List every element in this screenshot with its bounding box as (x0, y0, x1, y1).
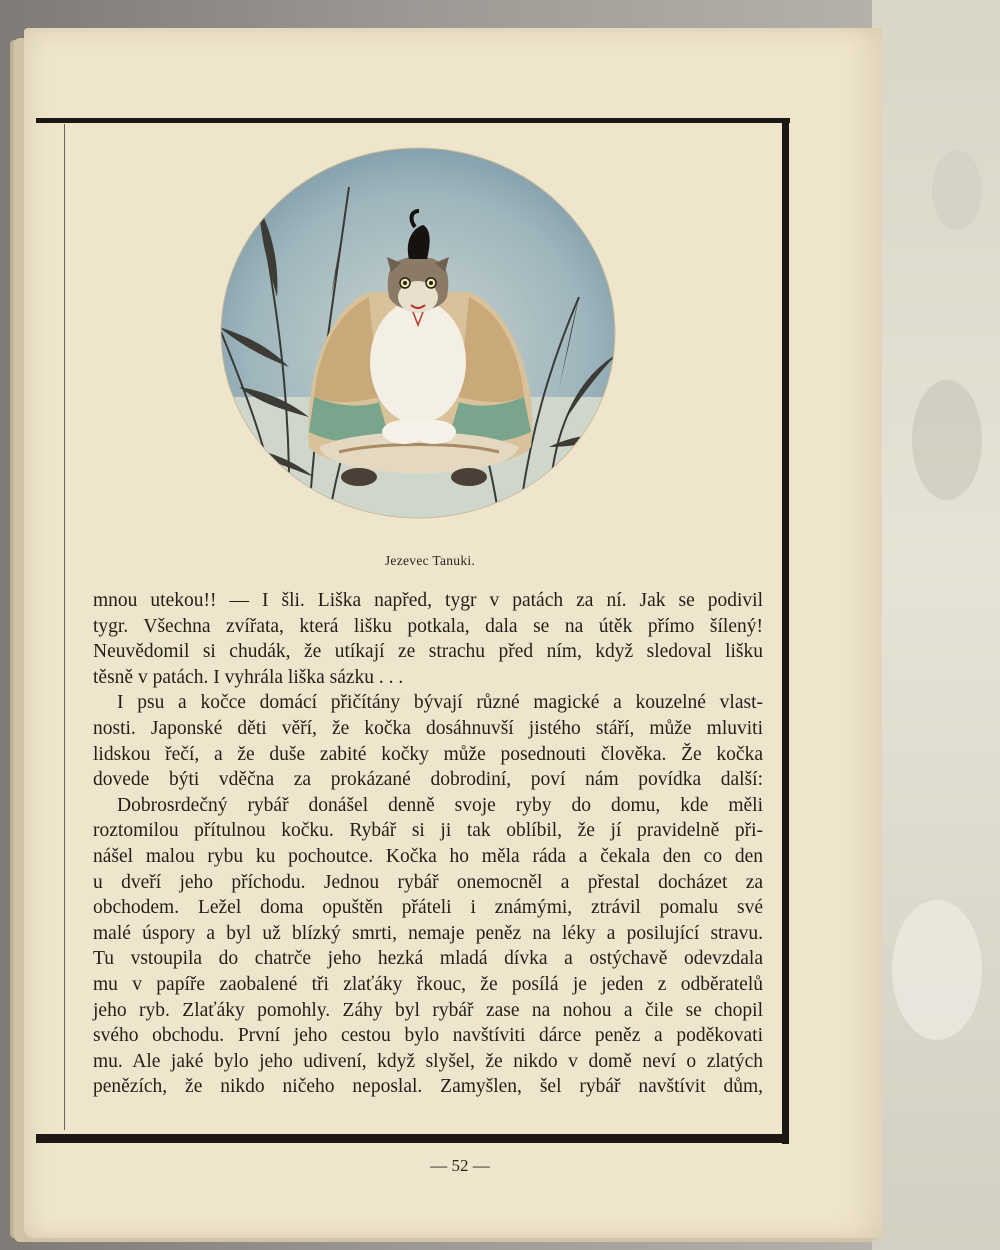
text-line: Dobrosrdečný rybář donášel denně svoje ryby do domu, kde měli (117, 794, 763, 816)
text-line: penězích, že nikdo ničeho neposlal. Zamyšlen, šel rybář navštívit dům, (93, 1076, 763, 1098)
text-line: mnou utekou!! — I šli. Liška napřed, tygr v patách za ní. Jak se podivil (93, 590, 763, 611)
text-line: malé úspory a byl už blízký smrti, nemaje peněz na léky a posilující stravu. (93, 922, 763, 944)
frame-rule-top (36, 118, 790, 123)
text-line: obchodem. Ležel doma opuštěn přáteli i známými, ztrávil pomalu své (93, 897, 763, 919)
tanuki-illustration (219, 147, 617, 519)
frame-rule-right (782, 118, 789, 1144)
adjacent-page (872, 0, 1000, 1250)
illustration-caption: Jezevec Tanuki. (384, 553, 476, 568)
body-text (93, 588, 763, 1100)
text-line: svého obchodu. První jeho cestou bylo navštíviti dárce peněz a poděkovati (93, 1025, 763, 1047)
text-line: dovede býti vděčna za prokázané dobrodiní, poví nám povídka další: (93, 769, 763, 791)
text-line: lidskou řečí, a že duše zabité kočky může posednouti člověka. Že kočka (93, 743, 763, 765)
text-line: u dveří jeho příchodu. Jednou rybář onemocněl a přestal docházet za (93, 871, 763, 893)
text-line: nášel malou rybu ku pochoutce. Kočka ho měla ráda a čekala den co den (93, 845, 763, 867)
text-line: nosti. Japonské děti věří, že kočka dosáhnuvší jistého stáří, může mluviti (93, 717, 763, 739)
text-line: I psu a kočce domácí přičítány bývají různé magické a kouzelné vlast- (117, 692, 763, 714)
text-line: Neuvědomil si chudák, že utíkají ze strachu před ním, když sledoval lišku (93, 641, 763, 663)
frame-rule-left (64, 124, 65, 1130)
text-line: tygr. Všechna zvířata, která lišku potkala, dala se na útěk přímo šílený! (93, 615, 763, 637)
text-line: mu v papíře zaobalené tři zlaťáky řkouc, že posílá je jeden z odběratelů (93, 973, 763, 995)
text-line: jeho ryb. Zlaťáky pomohly. Záhy byl rybář zase na nohou a čile se chopil (93, 999, 763, 1021)
frame-rule-bottom (36, 1134, 789, 1143)
text-line: Tu vstoupila do chatrče jeho hezká mladá dívka a ostýchavě odevzdala (93, 948, 763, 970)
text-line: mu. Ale jaké bylo jeho udivení, když slyšel, že nikdo v domě neví o zlatých (93, 1050, 763, 1072)
page-number: — 52 — (430, 1156, 490, 1175)
text-line: roztomilou přítulnou kočku. Rybář si ji tak oblíbil, že jí pravidelně při- (93, 820, 763, 842)
text-line: těsně v patách. I vyhrála liška sázku . . . (93, 666, 404, 688)
